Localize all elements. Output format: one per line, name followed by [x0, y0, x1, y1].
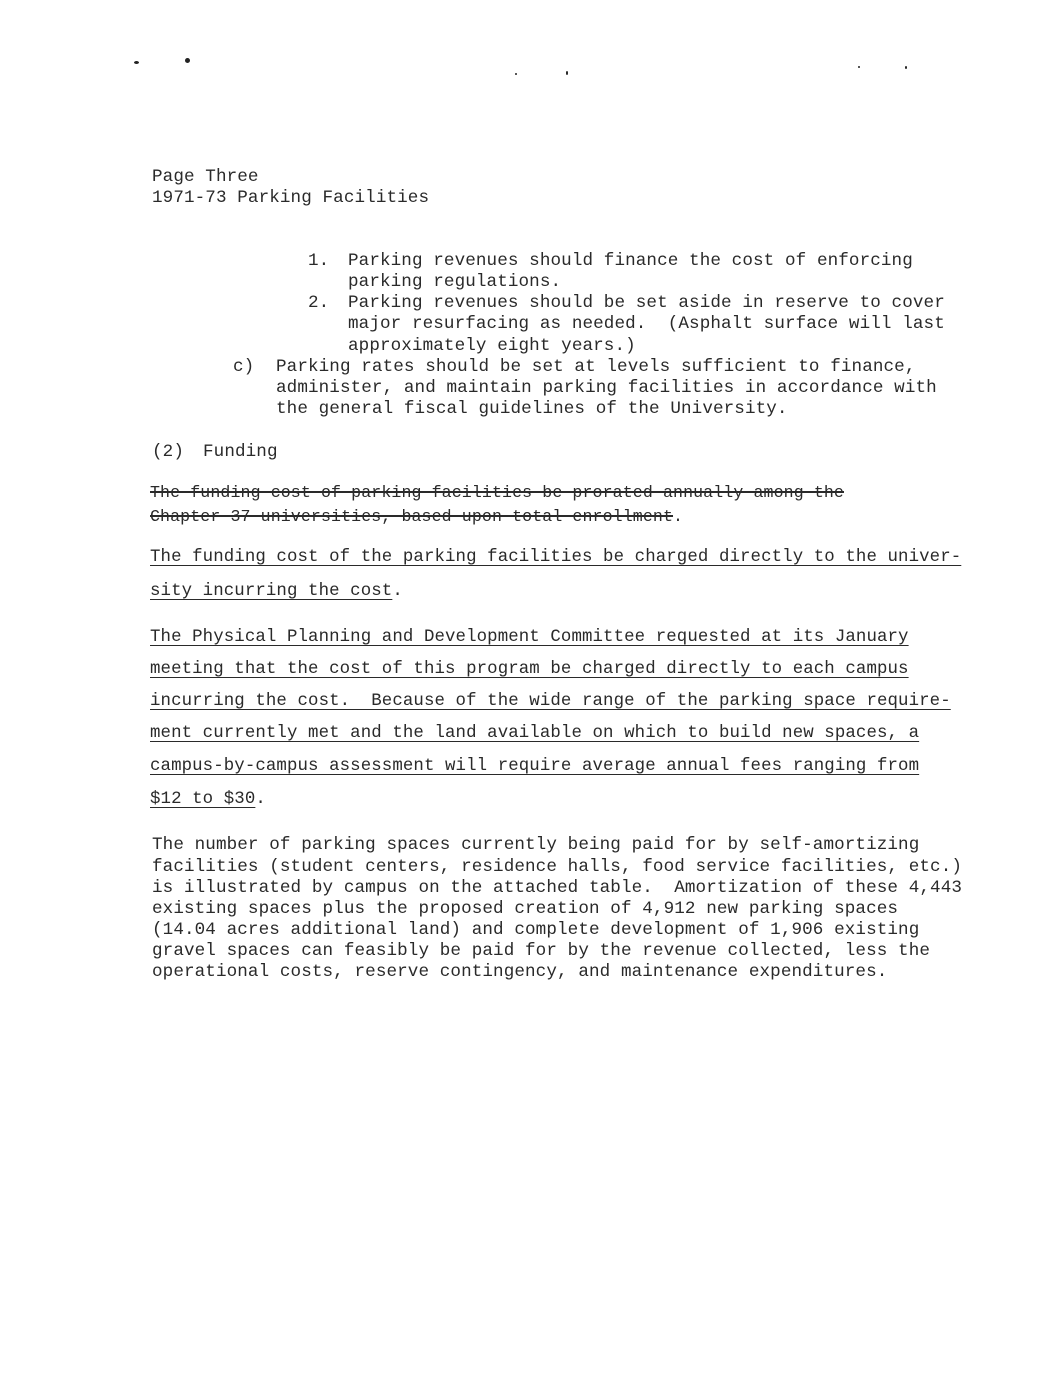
list-item-line: the general fiscal guidelines of the University. — [276, 399, 788, 419]
summary-text-line: facilities (student centers, residence halls, food service facilities, etc.) — [152, 857, 963, 877]
struck-text: The funding cost of parking facilities be prorated annually among the — [150, 483, 844, 502]
summary-text-line: The number of parking spaces currently being paid for by self-amortizing — [152, 835, 920, 855]
list-item-line: Parking revenues should finance the cost of enforcing — [348, 251, 913, 271]
underlined-text: $12 to $30 — [150, 790, 256, 809]
summary-text-line: (14.04 acres additional land) and complete development of 1,906 existing — [152, 920, 920, 940]
underlined-text: campus-by-campus assessment will require average annual fees ranging from — [150, 757, 920, 776]
document-title: 1971-73 Parking Facilities — [152, 188, 430, 208]
underlined-text: The Physical Planning and Development Committee requested at its January — [150, 628, 909, 647]
committee-text-line — [150, 756, 919, 777]
scan-speck — [185, 58, 190, 63]
revised-text-line — [150, 547, 961, 568]
page-label: Page Three — [152, 167, 259, 187]
list-item-line: Parking revenues should be set aside in reserve to cover — [348, 293, 945, 313]
revised-line-period: . — [392, 582, 403, 601]
committee-text-line — [150, 691, 951, 712]
committee-text-line — [150, 659, 909, 680]
underlined-text: ment currently met and the land available on which to build new spaces, a — [150, 724, 920, 743]
scan-speck — [905, 66, 907, 69]
list-item-line: approximately eight years.) — [348, 336, 636, 356]
scan-speck — [858, 66, 860, 68]
summary-text-line: gravel spaces can feasibly be paid for by the revenue collected, less the — [152, 941, 931, 961]
committee-text-line — [150, 723, 919, 744]
struck-text: Chapter 37 universities, based upon total enrollment — [150, 507, 674, 526]
list-item-line: Parking rates should be set at levels sufficient to finance, — [276, 357, 916, 377]
committee-text-line — [150, 627, 909, 648]
underlined-text: meeting that the cost of this program be charged directly to each campus — [150, 660, 909, 679]
list-item-number: 1. — [308, 251, 330, 271]
scan-speck — [515, 73, 517, 75]
section-heading: Funding — [203, 442, 278, 462]
underlined-text: The funding cost of the parking facilities be charged directly to the univer- — [150, 548, 962, 567]
underlined-text: incurring the cost. Because of the wide range of the parking space require- — [150, 692, 951, 711]
committee-line-period: . — [255, 790, 266, 809]
committee-text-line — [150, 789, 266, 810]
struck-text-line — [150, 506, 683, 527]
scan-speck — [134, 61, 139, 64]
summary-text-line: is illustrated by campus on the attached table. Amortization of these 4,443 — [152, 878, 963, 898]
summary-text-line: existing spaces plus the proposed creation of 4,912 new parking spaces — [152, 899, 899, 919]
summary-text-line: operational costs, reserve contingency, and maintenance expenditures. — [152, 962, 888, 982]
list-item-number: 2. — [308, 293, 330, 313]
section-number: (2) — [152, 442, 184, 462]
list-item-line: administer, and maintain parking facilities in accordance with — [276, 378, 937, 398]
underlined-text: sity incurring the cost — [150, 582, 393, 601]
struck-line-period: . — [673, 507, 684, 526]
list-item-line: major resurfacing as needed. (Asphalt surface will last — [348, 314, 945, 334]
list-item-letter: c) — [233, 357, 255, 377]
list-item-line: parking regulations. — [348, 272, 562, 292]
scan-speck — [566, 71, 568, 75]
revised-text-line — [150, 581, 403, 602]
struck-text-line — [150, 482, 844, 503]
